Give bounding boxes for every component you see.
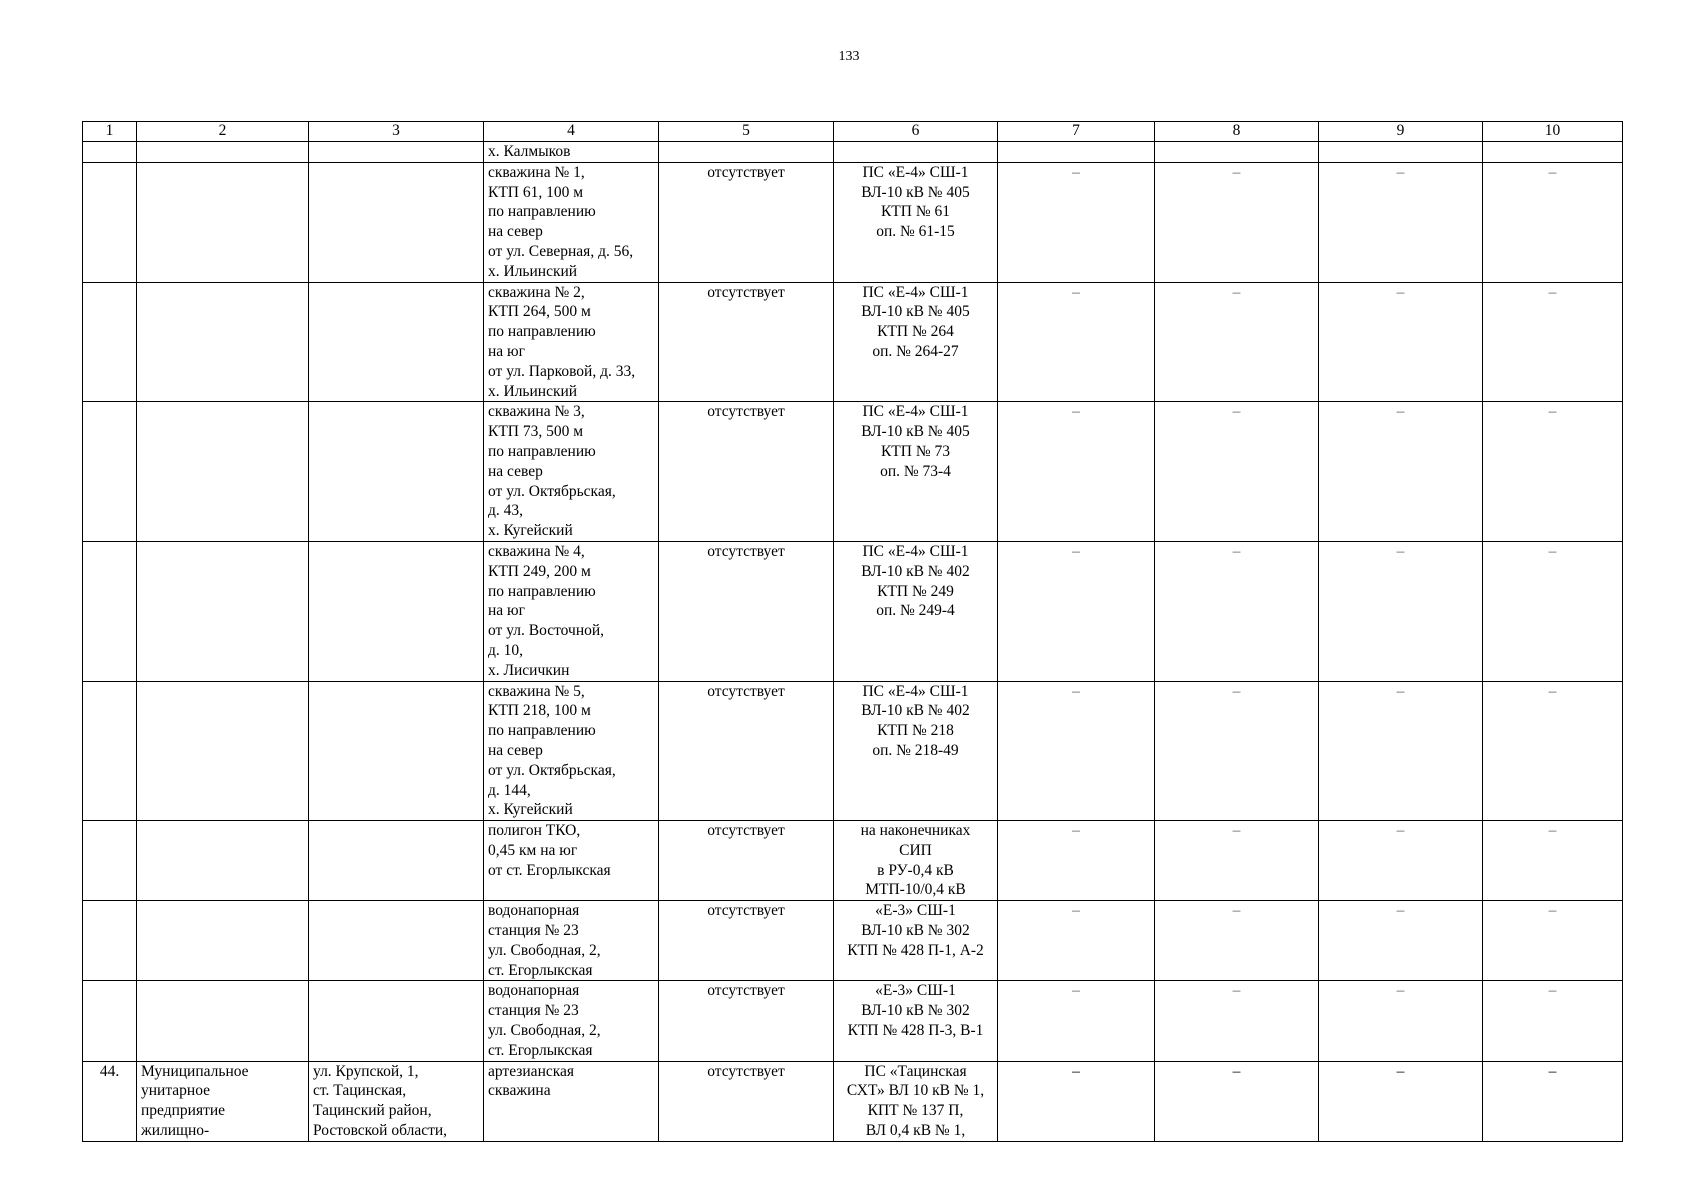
cell-address <box>309 1061 484 1141</box>
header-cell-4: 4 <box>484 122 659 142</box>
cell-line: ВЛ 0,4 кВ № 1, <box>865 1122 966 1140</box>
cell-col7: – <box>998 901 1155 981</box>
cell-line: ст. Егорлыкская <box>488 961 593 979</box>
cell-line: ВЛ-10 кВ № 405 <box>861 183 970 201</box>
cell-line: ул. Свободная, 2, <box>488 941 601 959</box>
cell-power-source <box>834 541 998 681</box>
cell-line: по направлению <box>488 203 596 221</box>
cell-line: на север <box>488 462 543 480</box>
cell-status: отсутствует <box>659 282 834 402</box>
cell-line: КТП № 249 <box>877 582 954 600</box>
cell-line: КТП № 73 <box>880 442 951 460</box>
cell-col1 <box>83 541 137 681</box>
cell-line: станция № 23 <box>488 1002 579 1020</box>
cell-line: на юг <box>488 342 525 360</box>
cell-row-number: 44. <box>83 1061 137 1141</box>
header-cell-2: 2 <box>137 122 309 142</box>
cell-line: х. Кугейский <box>488 522 573 540</box>
cell-col9: – <box>1319 162 1483 282</box>
cell-line: ст. Тацинская, <box>313 1082 407 1100</box>
cell-line: скважина <box>488 1082 551 1100</box>
cell-col9: – <box>1319 402 1483 542</box>
cell-line: скважина № 1, <box>488 163 585 181</box>
cell-location <box>484 821 659 901</box>
cell-status: отсутствует <box>659 402 834 542</box>
cell-line: ПС «Е-4» СШ-1 <box>862 163 969 181</box>
table-row <box>83 981 1623 1061</box>
cell-line: КТП 249, 200 м <box>488 562 591 580</box>
table-row-continuation <box>83 142 1623 163</box>
cell-col1 <box>83 681 137 821</box>
cell-organization <box>137 1061 309 1141</box>
cell-line: КТП № 428 П-3, В-1 <box>847 1022 984 1040</box>
cell-line: СХТ» ВЛ 10 кВ № 1, <box>846 1082 985 1100</box>
cell-power-source <box>834 821 998 901</box>
cell-col3 <box>309 681 484 821</box>
cell-col9: – <box>1319 681 1483 821</box>
cell-location <box>484 541 659 681</box>
cell-line: д. 10, <box>488 641 524 659</box>
cell-line: оп. № 218-49 <box>872 741 959 759</box>
cell-line: ПС «Е-4» СШ-1 <box>862 542 969 560</box>
header-cell-5: 5 <box>659 122 834 142</box>
cell-line: на север <box>488 741 543 759</box>
cell-location <box>484 1061 659 1141</box>
cell-col3 <box>309 282 484 402</box>
cell-line: на юг <box>488 602 525 620</box>
cell-line: МТП-10/0,4 кВ <box>865 881 966 899</box>
cell-status: отсутствует <box>659 821 834 901</box>
table-row <box>83 282 1623 402</box>
cell-col2 <box>137 981 309 1061</box>
cell-line: «Е-3» СШ-1 <box>875 902 956 920</box>
cell-line: от ул. Восточной, <box>488 622 605 640</box>
cell-col3 <box>309 821 484 901</box>
cell-line: КТП 218, 100 м <box>488 702 591 720</box>
cell-line: по направлению <box>488 323 596 341</box>
cell-col1 <box>83 981 137 1061</box>
cell-line: ВЛ-10 кВ № 302 <box>861 922 970 940</box>
cell-line: от ул. Октябрьская, <box>488 761 616 779</box>
cell-col1 <box>83 402 137 542</box>
table-row-44 <box>83 1061 1623 1141</box>
cell-col7: – <box>998 1061 1155 1141</box>
cell-col7: – <box>998 541 1155 681</box>
cell-power-source <box>834 901 998 981</box>
cell-line: от ул. Северная, д. 56, <box>488 242 634 260</box>
cell-col1 <box>83 162 137 282</box>
cell-col9: – <box>1319 1061 1483 1141</box>
cell-col8: – <box>1155 541 1319 681</box>
cell-col10: – <box>1483 821 1623 901</box>
cell-col3 <box>309 142 484 163</box>
cell-col3 <box>309 901 484 981</box>
cell-col8: – <box>1155 1061 1319 1141</box>
cell-col7 <box>998 142 1155 163</box>
cell-line: КТП 73, 500 м <box>488 423 584 441</box>
cell-line: станция № 23 <box>488 922 579 940</box>
cell-col8: – <box>1155 981 1319 1061</box>
page-number: 133 <box>838 49 860 64</box>
cell-power-source <box>834 681 998 821</box>
cell-line: скважина № 2, <box>488 283 585 301</box>
cell-col8: – <box>1155 402 1319 542</box>
cell-col7: – <box>998 162 1155 282</box>
cell-col10: – <box>1483 402 1623 542</box>
table-row <box>83 821 1623 901</box>
data-table <box>82 121 1623 1142</box>
cell-col10: – <box>1483 681 1623 821</box>
cell-col3 <box>309 402 484 542</box>
cell-location <box>484 162 659 282</box>
cell-line: водонапорная <box>488 982 580 1000</box>
cell-col10: – <box>1483 162 1623 282</box>
cell-col2 <box>137 821 309 901</box>
cell-col1 <box>83 142 137 163</box>
cell-col2 <box>137 681 309 821</box>
cell-line: ПС «Е-4» СШ-1 <box>862 682 969 700</box>
cell-col8: – <box>1155 821 1319 901</box>
cell-col8 <box>1155 142 1319 163</box>
cell-power-source <box>834 1061 998 1141</box>
cell-col10: – <box>1483 981 1623 1061</box>
cell-power-source <box>834 981 998 1061</box>
cell-line: ПС «Е-4» СШ-1 <box>862 283 969 301</box>
cell-col2 <box>137 541 309 681</box>
cell-col2 <box>137 162 309 282</box>
cell-power-source <box>834 402 998 542</box>
cell-col3 <box>309 981 484 1061</box>
cell-col8: – <box>1155 162 1319 282</box>
cell-location <box>484 282 659 402</box>
cell-col1 <box>83 282 137 402</box>
cell-col3 <box>309 541 484 681</box>
cell-line: КТП 61, 100 м <box>488 183 584 201</box>
cell-col8: – <box>1155 282 1319 402</box>
cell-col8: – <box>1155 681 1319 821</box>
cell-line: от ул. Октябрьская, <box>488 482 616 500</box>
cell-line: предприятие <box>141 1102 226 1120</box>
cell-line: х. Ильинский <box>488 382 578 400</box>
cell-line: КТП № 428 П-1, А-2 <box>847 941 984 959</box>
cell-line: КТП № 264 <box>877 323 954 341</box>
cell-line: скважина № 3, <box>488 403 585 421</box>
cell-col8: – <box>1155 901 1319 981</box>
cell-col7: – <box>998 981 1155 1061</box>
cell-line: КПТ № 137 П, <box>867 1102 964 1120</box>
cell-line: х. Лисичкин <box>488 661 570 679</box>
cell-col1 <box>83 821 137 901</box>
cell-col1 <box>83 901 137 981</box>
cell-col9: – <box>1319 981 1483 1061</box>
cell-line: ВЛ-10 кВ № 405 <box>861 423 970 441</box>
cell-line: оп. № 249-4 <box>876 602 955 620</box>
cell-col10: – <box>1483 541 1623 681</box>
cell-line: по направлению <box>488 582 596 600</box>
cell-line: оп. № 264-27 <box>872 342 959 360</box>
header-cell-10: 10 <box>1483 122 1623 142</box>
table-row <box>83 901 1623 981</box>
cell-col7: – <box>998 402 1155 542</box>
cell-line: унитарное <box>141 1082 211 1100</box>
cell-location <box>484 901 659 981</box>
cell-line: по направлению <box>488 442 596 460</box>
cell-line: СИП <box>899 841 932 859</box>
cell-line: «Е-3» СШ-1 <box>875 982 956 1000</box>
cell-col3 <box>309 162 484 282</box>
cell-line: артезианская <box>488 1062 575 1080</box>
cell-line: оп. № 61-15 <box>876 223 955 241</box>
cell-line: в РУ-0,4 кВ <box>877 861 954 879</box>
header-row <box>83 122 1623 142</box>
cell-line: по направлению <box>488 722 596 740</box>
table-row <box>83 681 1623 821</box>
cell-col2 <box>137 901 309 981</box>
cell-line: х. Кугейский <box>488 801 573 819</box>
cell-col7: – <box>998 282 1155 402</box>
header-cell-3: 3 <box>309 122 484 142</box>
cell-line: Ростовской области, <box>313 1122 448 1140</box>
cell-col4: х. Калмыков <box>484 142 659 163</box>
cell-status: отсутствует <box>659 541 834 681</box>
cell-status: отсутствует <box>659 162 834 282</box>
cell-line: водонапорная <box>488 902 580 920</box>
cell-line: скважина № 4, <box>488 542 585 560</box>
cell-location <box>484 681 659 821</box>
cell-line: оп. № 73-4 <box>880 462 951 480</box>
cell-power-source <box>834 162 998 282</box>
cell-line: КТП № 61 <box>880 203 951 221</box>
table-row <box>83 541 1623 681</box>
cell-col2 <box>137 402 309 542</box>
cell-col9: – <box>1319 282 1483 402</box>
cell-location <box>484 402 659 542</box>
cell-col9: – <box>1319 901 1483 981</box>
cell-status: отсутствует <box>659 981 834 1061</box>
cell-line: от ул. Парковой, д. 33, <box>488 362 636 380</box>
cell-line: на север <box>488 223 543 241</box>
cell-power-source <box>834 282 998 402</box>
cell-line: ул. Крупской, 1, <box>313 1062 419 1080</box>
cell-line: 0,45 км на юг <box>488 841 578 859</box>
cell-line: от ст. Егорлыкская <box>488 861 611 879</box>
header-cell-8: 8 <box>1155 122 1319 142</box>
cell-line: ПС «Е-4» СШ-1 <box>862 403 969 421</box>
cell-col9: – <box>1319 541 1483 681</box>
cell-col2 <box>137 142 309 163</box>
table-row <box>83 162 1623 282</box>
header-cell-1: 1 <box>83 122 137 142</box>
cell-col5 <box>659 142 834 163</box>
cell-col10: – <box>1483 1061 1623 1141</box>
cell-col10: – <box>1483 901 1623 981</box>
cell-line: на наконечниках <box>860 822 971 840</box>
cell-line: Муниципальное <box>141 1062 249 1080</box>
cell-status: отсутствует <box>659 901 834 981</box>
cell-line: скважина № 5, <box>488 682 585 700</box>
cell-line: ВЛ-10 кВ № 402 <box>861 702 970 720</box>
cell-line: д. 43, <box>488 502 524 520</box>
cell-col10 <box>1483 142 1623 163</box>
cell-line: полигон ТКО, <box>488 822 581 840</box>
table-row <box>83 402 1623 542</box>
header-cell-9: 9 <box>1319 122 1483 142</box>
cell-col2 <box>137 282 309 402</box>
header-cell-7: 7 <box>998 122 1155 142</box>
cell-line: жилищно- <box>141 1122 210 1140</box>
cell-line: КТП 264, 500 м <box>488 303 591 321</box>
cell-col7: – <box>998 821 1155 901</box>
cell-line: Тацинский район, <box>313 1102 432 1120</box>
header-cell-6: 6 <box>834 122 998 142</box>
cell-line: ул. Свободная, 2, <box>488 1022 601 1040</box>
cell-line: ст. Егорлыкская <box>488 1041 593 1059</box>
cell-status: отсутствует <box>659 681 834 821</box>
cell-line: ВЛ-10 кВ № 302 <box>861 1002 970 1020</box>
cell-col9: – <box>1319 821 1483 901</box>
cell-status: отсутствует <box>659 1061 834 1141</box>
cell-col7: – <box>998 681 1155 821</box>
cell-col9 <box>1319 142 1483 163</box>
cell-col10: – <box>1483 282 1623 402</box>
cell-col6 <box>834 142 998 163</box>
cell-location <box>484 981 659 1061</box>
cell-line: ПС «Тацинская <box>864 1062 967 1080</box>
cell-line: ВЛ-10 кВ № 402 <box>861 562 970 580</box>
cell-line: ВЛ-10 кВ № 405 <box>861 303 970 321</box>
cell-line: х. Ильинский <box>488 262 578 280</box>
cell-line: д. 144, <box>488 781 531 799</box>
cell-line: КТП № 218 <box>877 722 954 740</box>
